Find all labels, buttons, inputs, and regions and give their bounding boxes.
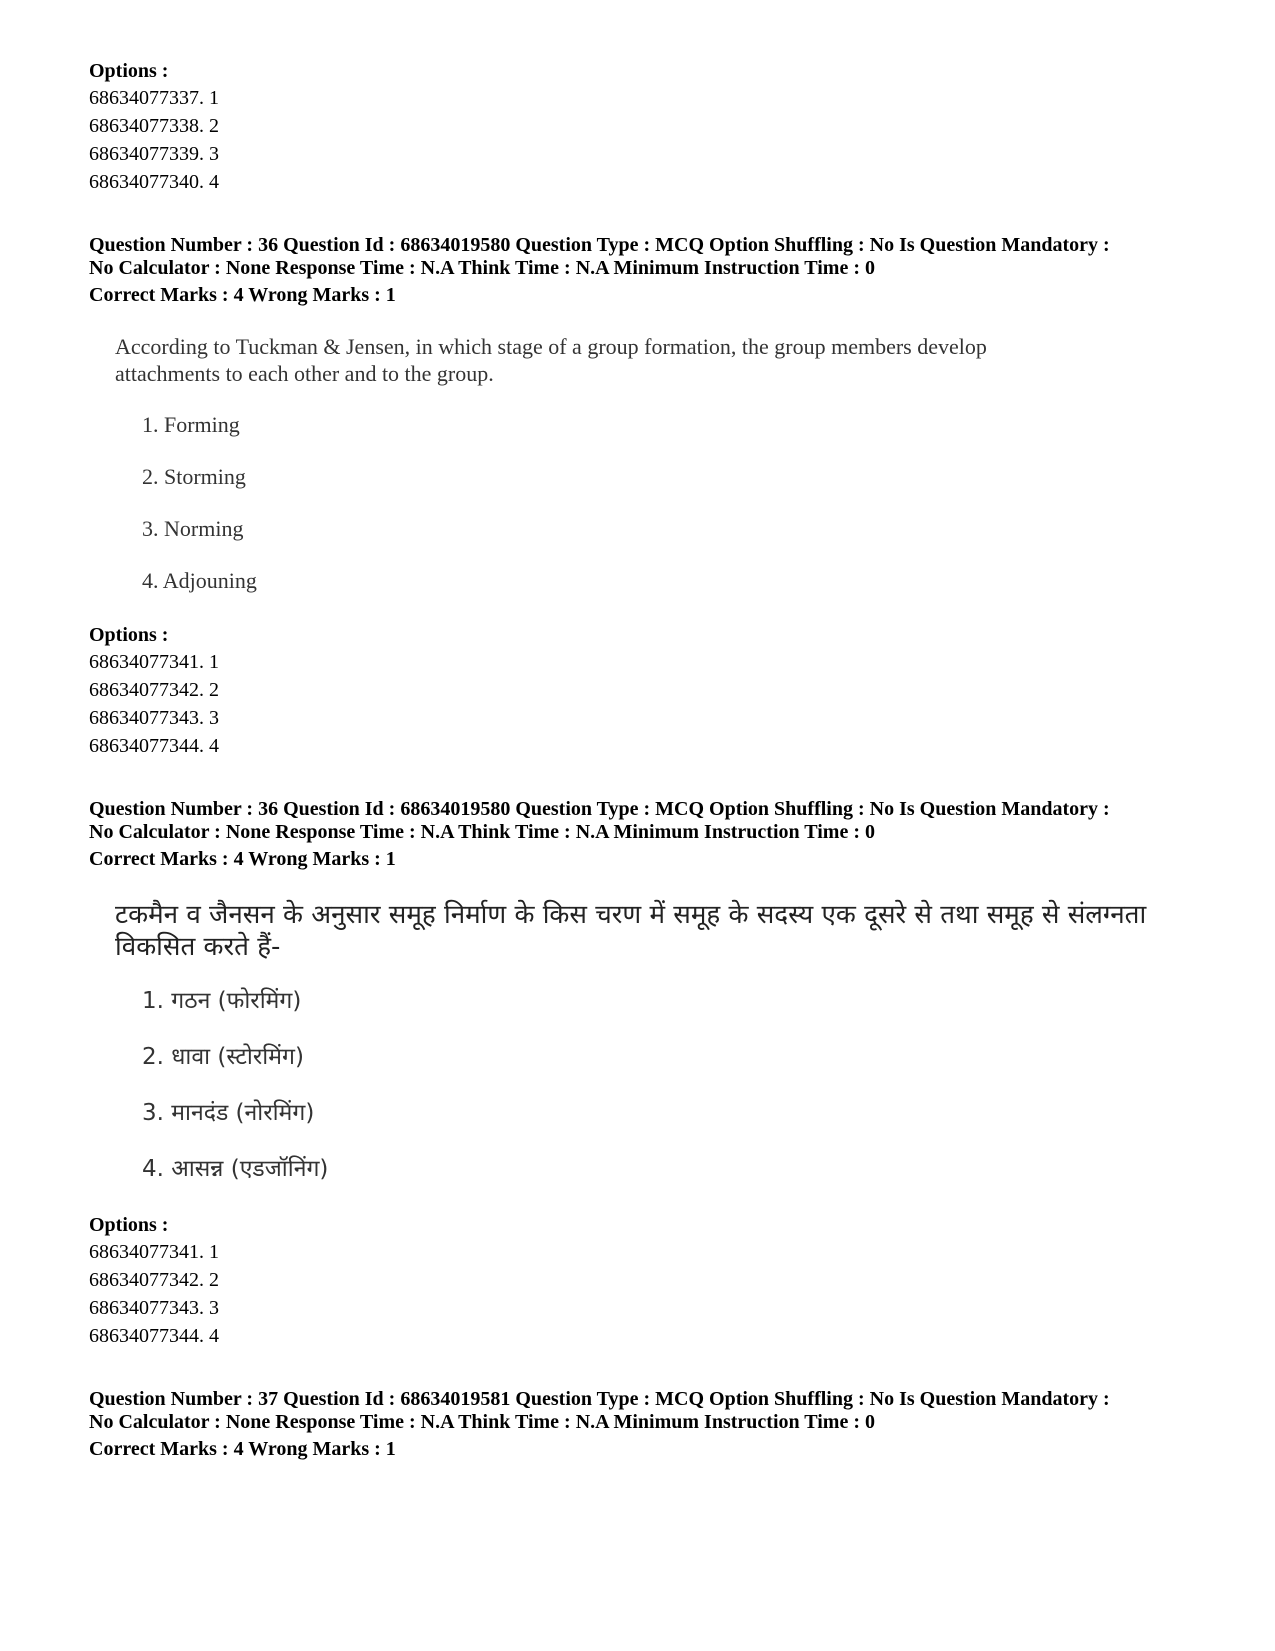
option-line: 68634077344. 4 [89, 1325, 219, 1347]
question-meta: No Calculator : None Response Time : N.A Think Time : N.A Minimum Instruction Time : 0 [89, 257, 875, 279]
question-text-line: attachments to each other and to the group. [115, 361, 494, 386]
question-marks: Correct Marks : 4 Wrong Marks : 1 [89, 284, 396, 306]
answer-choice: 2. धावा (स्टोरमिंग) [142, 1044, 304, 1070]
option-line: 68634077341. 1 [89, 1241, 219, 1263]
options-label: Options : [89, 1214, 169, 1236]
option-line: 68634077342. 2 [89, 679, 219, 701]
question-meta: No Calculator : None Response Time : N.A Think Time : N.A Minimum Instruction Time : 0 [89, 821, 875, 843]
option-line: 68634077339. 3 [89, 143, 219, 165]
option-line: 68634077343. 3 [89, 707, 219, 729]
option-line: 68634077343. 3 [89, 1297, 219, 1319]
question-text-line: टकमैन व जैनसन के अनुसार समूह निर्माण के किस चरण में समूह के सदस्य एक दूसरे से तथा समूह से संलग्नता [115, 900, 1147, 930]
answer-choice: 4. Adjouning [142, 568, 257, 593]
question-meta: Question Number : 36 Question Id : 68634019580 Question Type : MCQ Option Shuffling : No Is Question Mandatory : [89, 234, 1110, 256]
option-line: 68634077341. 1 [89, 651, 219, 673]
question-text [115, 899, 1147, 963]
question-text-line: According to Tuckman & Jensen, in which stage of a group formation, the group members develop [115, 334, 987, 359]
option-line: 68634077337. 1 [89, 87, 219, 109]
answer-choice: 1. Forming [142, 412, 240, 437]
question-meta: Question Number : 36 Question Id : 68634019580 Question Type : MCQ Option Shuffling : No Is Question Mandatory : [89, 798, 1110, 820]
option-line: 68634077342. 2 [89, 1269, 219, 1291]
answer-choice: 2. Storming [142, 464, 246, 489]
question-meta: No Calculator : None Response Time : N.A Think Time : N.A Minimum Instruction Time : 0 [89, 1411, 875, 1433]
option-line: 68634077340. 4 [89, 171, 219, 193]
answer-choice: 1. गठन (फोरमिंग) [142, 988, 302, 1014]
question-text-line: विकसित करते हैं- [115, 932, 281, 962]
question-text [115, 333, 1115, 387]
question-marks: Correct Marks : 4 Wrong Marks : 1 [89, 1438, 396, 1460]
options-label: Options : [89, 60, 169, 82]
answer-choice: 3. Norming [142, 516, 244, 541]
question-marks: Correct Marks : 4 Wrong Marks : 1 [89, 848, 396, 870]
answer-choice: 3. मानदंड (नोरमिंग) [142, 1100, 315, 1126]
answer-choice: 4. आसन्न (एडजॉनिंग) [142, 1156, 329, 1182]
question-meta: Question Number : 37 Question Id : 68634019581 Question Type : MCQ Option Shuffling : No Is Question Mandatory : [89, 1388, 1110, 1410]
option-line: 68634077338. 2 [89, 115, 219, 137]
option-line: 68634077344. 4 [89, 735, 219, 757]
options-label: Options : [89, 624, 169, 646]
